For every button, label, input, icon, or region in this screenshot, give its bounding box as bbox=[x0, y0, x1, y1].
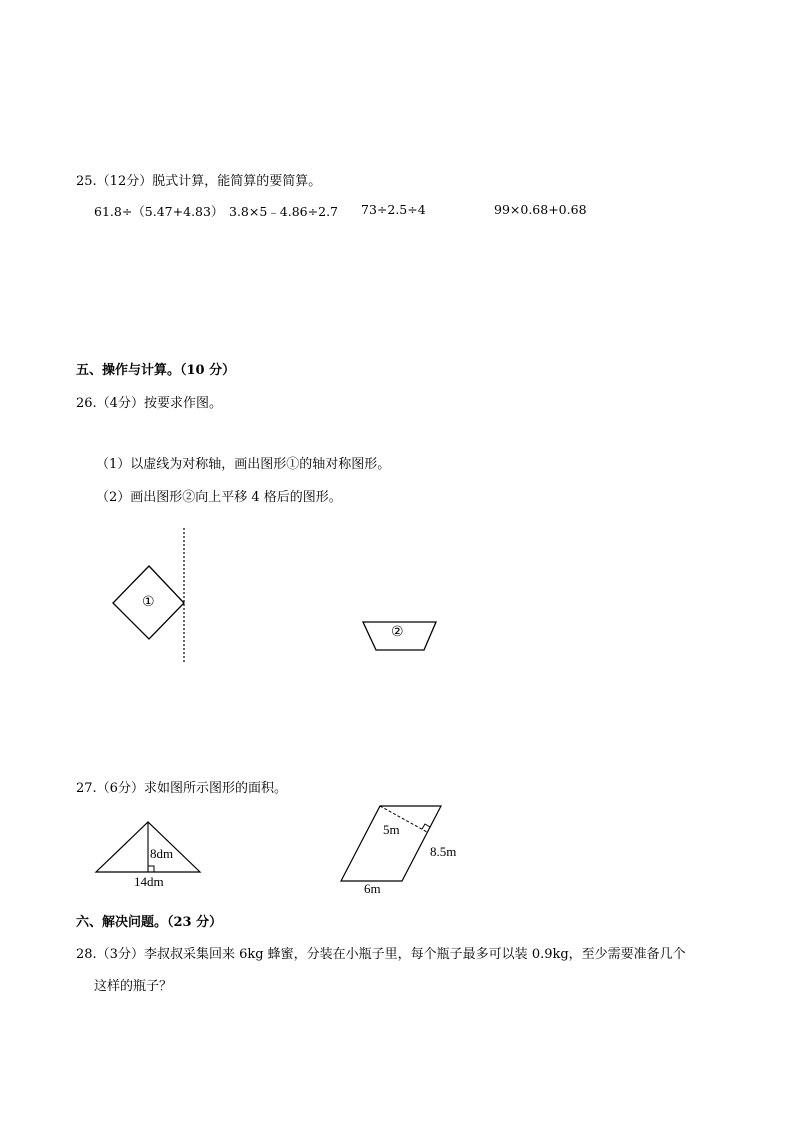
parallelogram-height-label: 5m bbox=[383, 822, 400, 837]
parallelogram-side-label: 8.5m bbox=[430, 844, 457, 859]
q26-task-1: （1）以虚线为对称轴，画出图形①的轴对称图形。 bbox=[96, 457, 391, 472]
q25-expression-2: 3.8×5﹣4.86÷2.7 bbox=[229, 204, 338, 219]
q26-title: 26.（4分）按要求作图。 bbox=[76, 396, 222, 411]
parallelogram-base-label: 6m bbox=[364, 881, 381, 896]
q28-line-1: 28.（3分）李叔叔采集回来 6kg 蜂蜜，分装在小瓶子里，每个瓶子最多可以装 0.9kg，至少需要准备几个 bbox=[76, 947, 686, 962]
shape-1-label: ① bbox=[142, 594, 155, 610]
q28-line-2: 这样的瓶子？ bbox=[94, 979, 173, 994]
triangle-base-label: 14dm bbox=[134, 874, 164, 889]
section6-title: 六、解决问题。（23 分） bbox=[76, 915, 223, 930]
parallelogram-shape bbox=[341, 806, 441, 881]
triangle-right-angle-mark bbox=[148, 866, 154, 872]
section5-title: 五、操作与计算。（10 分） bbox=[76, 363, 236, 378]
q27-title: 27.（6分）求如图所示图形的面积。 bbox=[76, 781, 287, 796]
triangle-height-label: 8dm bbox=[150, 846, 174, 861]
q25-expression-3: 73÷2.5÷4 bbox=[361, 202, 426, 217]
q25-expression-1: 61.8÷（5.47+4.83） bbox=[94, 204, 224, 219]
q25-title: 25.（12分）脱式计算，能简算的要简算。 bbox=[76, 174, 322, 189]
q25-expression-4: 99×0.68+0.68 bbox=[494, 202, 587, 217]
q26-task-2: （2）画出图形②向上平移 4 格后的图形。 bbox=[96, 490, 342, 505]
shape-2-label: ② bbox=[391, 624, 404, 640]
